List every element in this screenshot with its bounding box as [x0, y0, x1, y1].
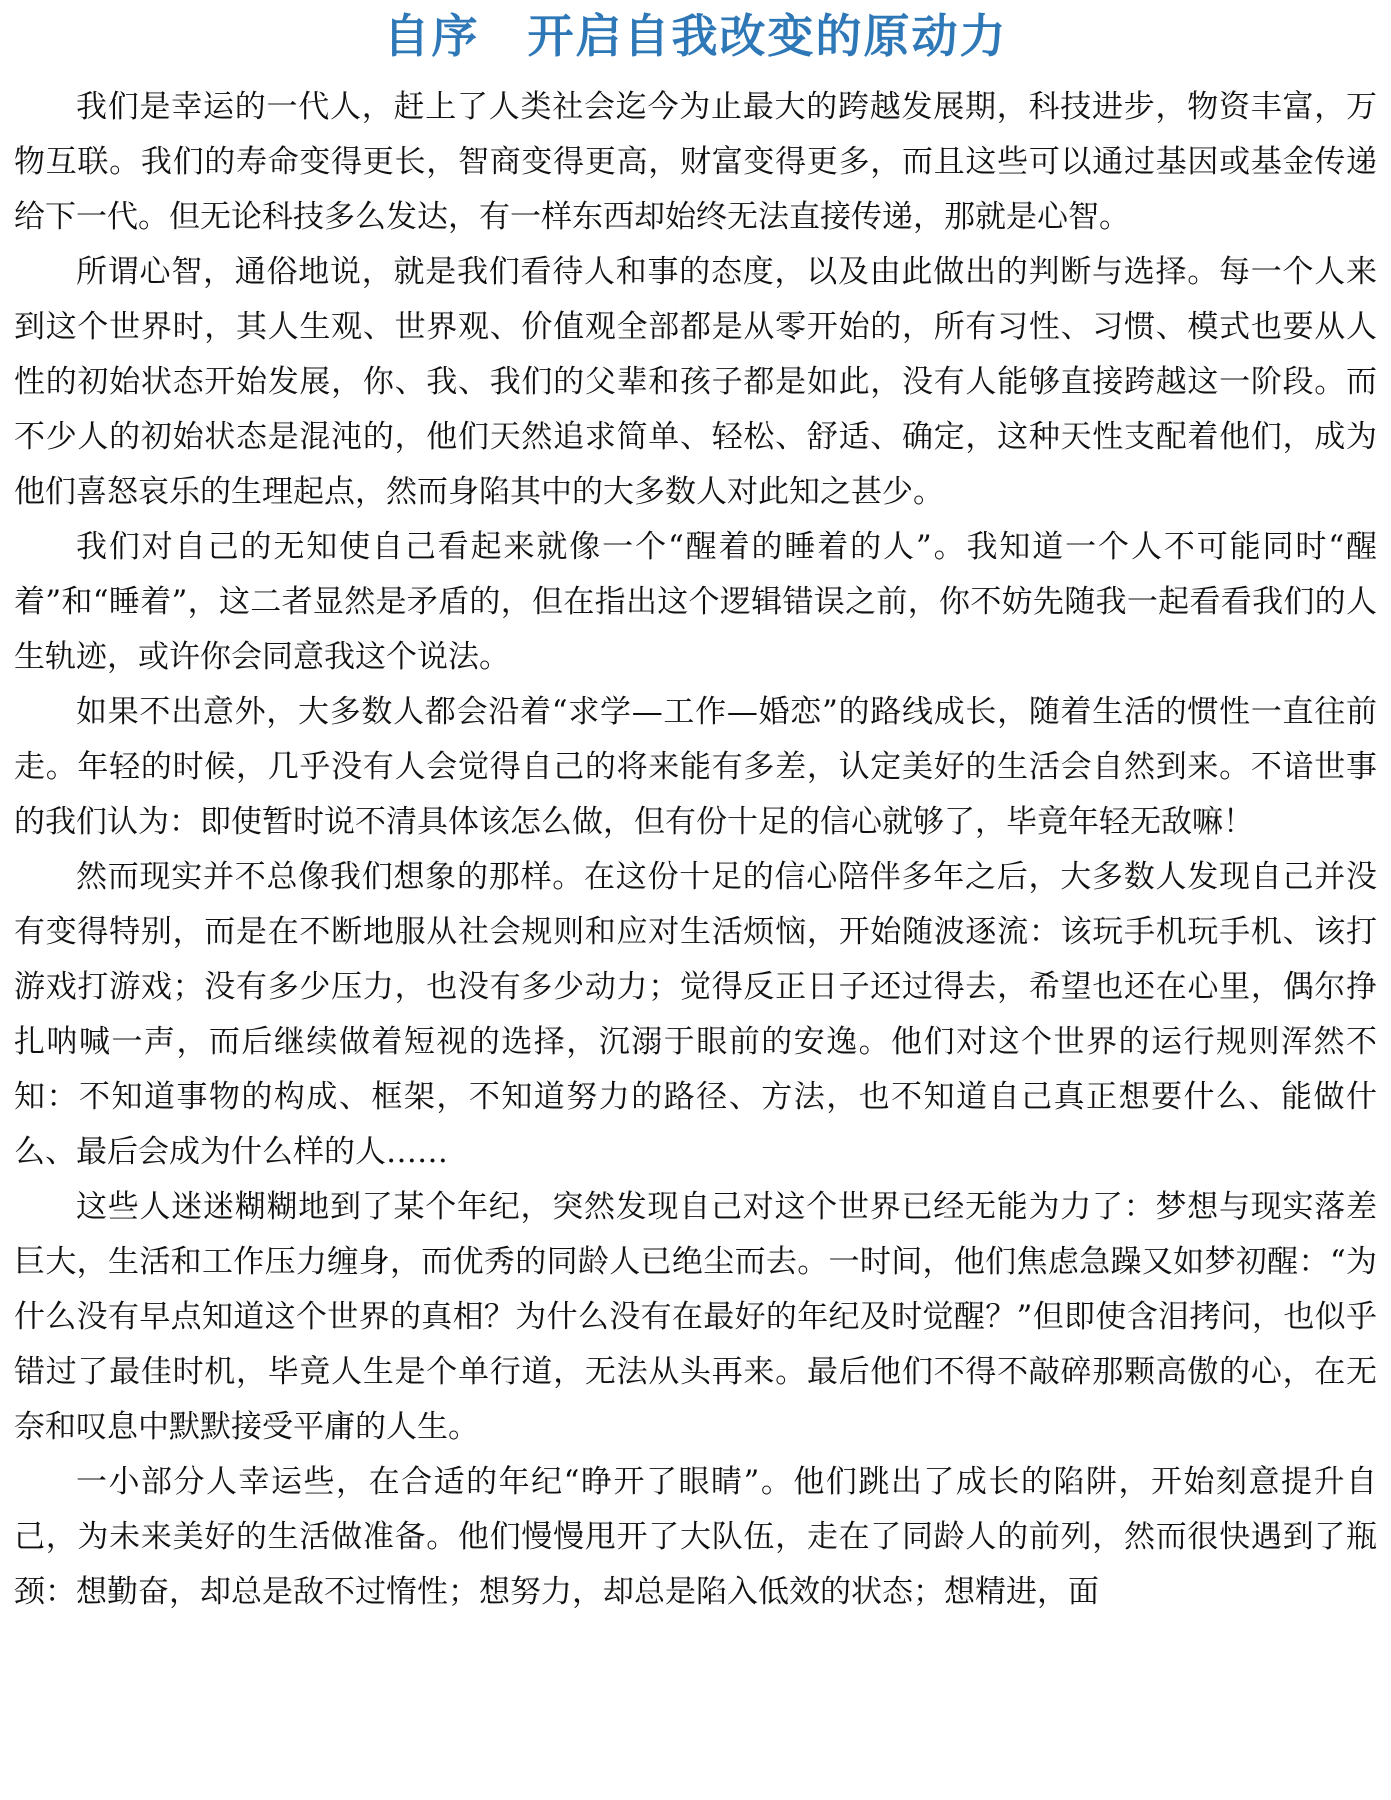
page-title: 自序 开启自我改变的原动力	[383, 9, 1008, 63]
paragraph: 我们对自己的无知使自己看起来就像一个“醒着的睡着的人”。我知道一个人不可能同时“醒着”和“睡着”，这二者显然是矛盾的，但在指出这个逻辑错误之前，你不妨先随我一起看看我们的人生轨迹，或许你会同意我这个说法。	[14, 529, 1377, 675]
paragraph: 这些人迷迷糊糊地到了某个年纪，突然发现自己对这个世界已经无能为力了：梦想与现实落差巨大，生活和工作压力缠身，而优秀的同龄人已绝尘而去。一时间，他们焦虑急躁又如梦初醒：“为什么没有早点知道这个世界的真相？为什么没有在最好的年纪及时觉醒？”但即使含泪拷问，也似乎错过了最佳时机，毕竟人生是个单行道，无法从头再来。最后他们不得不敲碎那颗高傲的心，在无奈和叹息中默默接受平庸的人生。	[14, 1189, 1377, 1445]
paragraph: 所谓心智，通俗地说，就是我们看待人和事的态度，以及由此做出的判断与选择。每一个人来到这个世界时，其人生观、世界观、价值观全部都是从零开始的，所有习性、习惯、模式也要从人性的初始状态开始发展，你、我、我们的父辈和孩子都是如此，没有人能够直接跨越这一阶段。而不少人的初始状态是混沌的，他们天然追求简单、轻松、舒适、确定，这种天性支配着他们，成为他们喜怒哀乐的生理起点，然而身陷其中的大多数人对此知之甚少。	[14, 254, 1377, 510]
paragraph: 一小部分人幸运些，在合适的年纪“睁开了眼睛”。他们跳出了成长的陷阱，开始刻意提升自己，为未来美好的生活做准备。他们慢慢甩开了大队伍，走在了同龄人的前列，然而很快遇到了瓶颈：想勤奋，却总是敌不过惰性；想努力，却总是陷入低效的状态；想精进，面	[14, 1464, 1377, 1610]
paragraph: 我们是幸运的一代人，赶上了人类社会迄今为止最大的跨越发展期，科技进步，物资丰富，万物互联。我们的寿命变得更长，智商变得更高，财富变得更多，而且这些可以通过基因或基金传递给下一代。但无论科技多么发达，有一样东西却始终无法直接传递，那就是心智。	[14, 89, 1377, 235]
paragraph: 然而现实并不总像我们想象的那样。在这份十足的信心陪伴多年之后，大多数人发现自己并没有变得特别，而是在不断地服从社会规则和应对生活烦恼，开始随波逐流：该玩手机玩手机、该打游戏打游戏；没有多少压力，也没有多少动力；觉得反正日子还过得去，希望也还在心里，偶尔挣扎呐喊一声，而后继续做着短视的选择，沉溺于眼前的安逸。他们对这个世界的运行规则浑然不知：不知道事物的构成、框架，不知道努力的路径、方法，也不知道自己真正想要什么、能做什么、最后会成为什么样的人……	[14, 859, 1377, 1170]
paragraph: 如果不出意外，大多数人都会沿着“求学—工作—婚恋”的路线成长，随着生活的惯性一直往前走。年轻的时候，几乎没有人会觉得自己的将来能有多差，认定美好的生活会自然到来。不谙世事的我们认为：即使暂时说不清具体该怎么做，但有份十足的信心就够了，毕竟年轻无敌嘛！	[14, 694, 1377, 840]
